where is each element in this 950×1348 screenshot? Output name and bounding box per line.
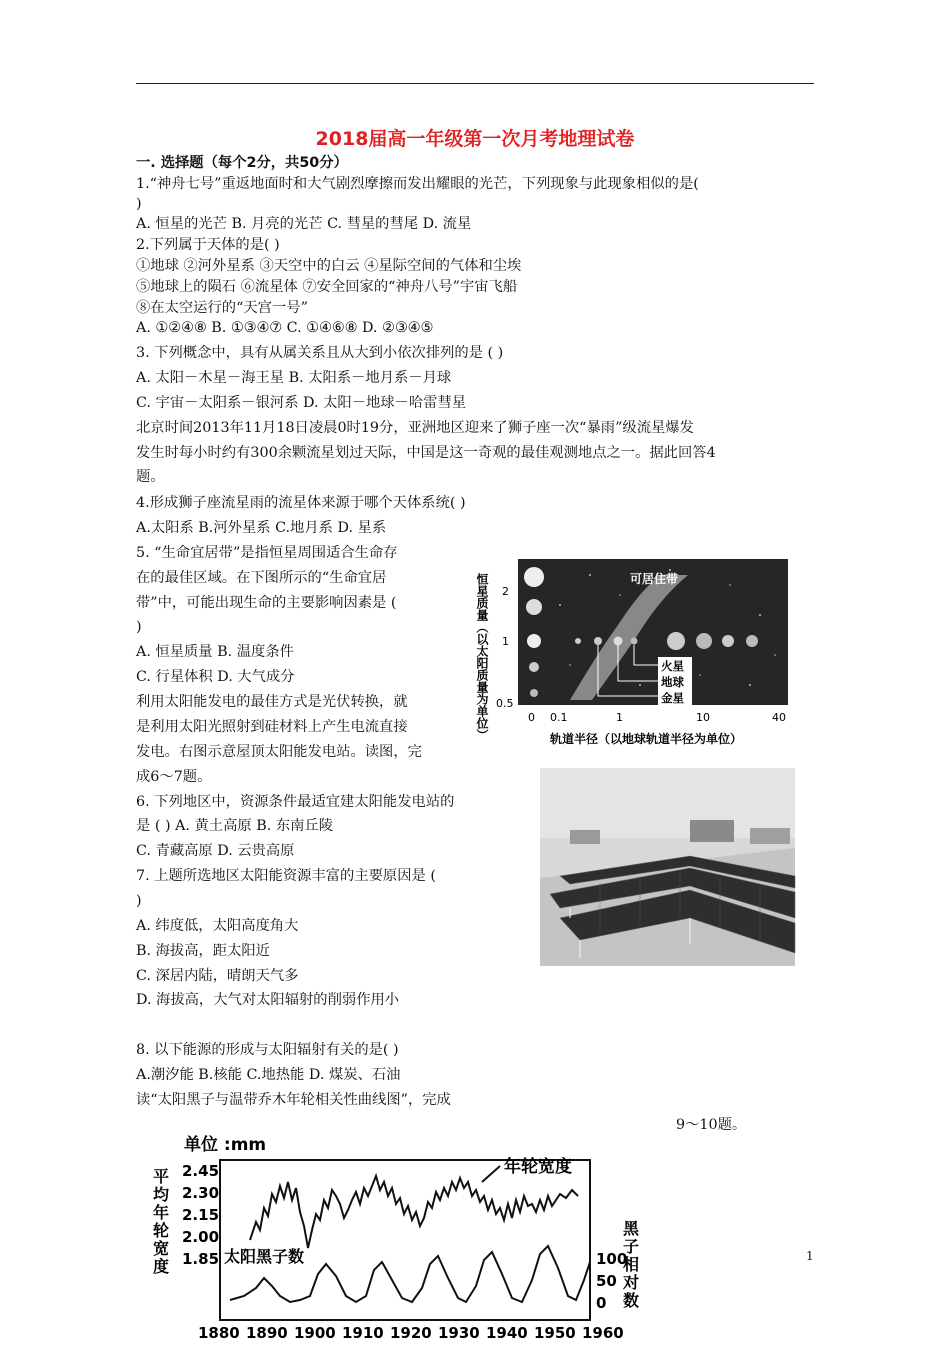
page-title: 2018届高一年级第一次月考地理试卷 [315,128,635,150]
fig1-xlabel: 轨道半径（以地球轨道半径为单位） [550,732,743,746]
fig3-xtick: 1910 [342,1324,384,1342]
header-rule [136,83,814,84]
q5-options-2: C. 行星体积 D. 大气成分 [136,669,295,685]
q5-stem-1: 5. “生命宜居带”是指恒星周围适合生命存 [136,545,398,561]
tree-ring-curve [250,1176,578,1248]
fig3-y2tick: 100 [596,1250,628,1268]
fig1-band-label: 可居住带 [630,572,679,586]
q7-option-c: C. 深居内陆，晴朗天气多 [136,968,299,984]
fig3-xtick: 1890 [246,1324,288,1342]
fig3-ytick: 2.45 [182,1162,220,1180]
q3-options-1: A. 太阳－木星－海王星 B. 太阳系－地月系－月球 [136,370,452,386]
q7-option-a: A. 纬度低，太阳高度角大 [136,918,299,934]
habitable-zone-svg [470,555,800,753]
fig1-xtick: 10 [696,711,710,724]
star-2 [526,599,542,615]
fig1-label-mars: 火星 [661,659,684,673]
passage-3: 题。 [136,469,165,485]
q1-stem: 1.“神舟七号”重返地面时和大气剧烈摩擦而发出耀眼的光芒，下列现象与此现象相似的是( [136,176,699,192]
fig1-label-venus: 金星 [661,691,684,705]
q2-items-3: ⑧在太空运行的“天宫一号” [136,300,308,316]
q6-options-1: 是 ( ) A. 黄土高原 B. 东南丘陵 [136,818,334,834]
sunspot-treering-svg [150,1130,660,1344]
fig1-ytick: 1 [502,635,509,648]
q5-stem-2: 在的最佳区域。在下图所示的“生命宜居 [136,570,387,586]
fig1-label-earth: 地球 [661,675,684,689]
fig3-xtick: 1940 [486,1324,528,1342]
passage-1: 北京时间2013年11月18日凌晨0时19分，亚洲地区迎来了狮子座一次“暴雨”级流星爆发 [136,420,694,436]
fig3-xtick: 1900 [294,1324,336,1342]
star-small [530,689,538,697]
fig1-xtick: 40 [772,711,786,724]
star-large [524,567,544,587]
fig3-xtick: 1930 [438,1324,480,1342]
fig3-axis-frame [220,1160,590,1320]
q1-options: A. 恒星的光芒 B. 月亮的光芒 C. 彗星的彗尾 D. 流星 [136,216,472,232]
fig1-xtick: 1 [616,711,623,724]
q2-items-1: ①地球 ②河外星系 ③天空中的白云 ④星际空间的气体和尘埃 [136,258,522,274]
q7-stem: 7. 上题所选地区太阳能资源丰富的主要原因是 ( [136,868,436,884]
fig3-ylabel2: 黑子相对数 [620,1220,640,1310]
fig1-ytick: 2 [502,585,509,598]
section-heading: 一. 选择题（每个2分，共50分） [136,155,348,171]
fig3-ytick: 1.85 [182,1250,220,1268]
fig1-ylabel: 恒星质量（以太阳质量为单位） [475,573,489,741]
q9-intro-cont: 9～10题。 [676,1117,747,1133]
q5-stem-3: 带”中，可能出现生命的主要影响因素是 ( [136,595,397,611]
q7-option-d: D. 海拔高，大气对太阳辐射的削弱作用小 [136,992,400,1008]
q3-options-2: C. 宇宙－太阳系－银河系 D. 太阳－地球－哈雷彗星 [136,395,467,411]
q8-options: A.潮汐能 B.核能 C.地热能 D. 煤炭、石油 [136,1067,401,1083]
planet-mercury [575,638,581,644]
fig3-xtick: 1950 [534,1324,576,1342]
rooftop-solar-photo [540,768,795,966]
q4-stem: 4.形成狮子座流星雨的流星体来源于哪个天体系统( ) [136,495,466,511]
q8-stem: 8. 以下能源的形成与太阳辐射有关的是( ) [136,1042,399,1058]
fig1-xtick: 0 [528,711,535,724]
star-sun [527,634,541,648]
fig3-xtick: 1920 [390,1324,432,1342]
q6-options-2: C. 青藏高原 D. 云贵高原 [136,843,295,859]
star-4 [529,662,539,672]
passage-solar-4: 成6～7题。 [136,769,212,785]
planet-neptune [746,635,758,647]
planet-uranus [722,635,734,647]
planet-mars [631,638,638,645]
q7-option-b: B. 海拔高，距太阳近 [136,943,270,959]
fig1-ytick: 0.5 [496,697,514,710]
passage-2: 发生时每小时约有300余颗流星划过天际，中国是这一奇观的最佳观测地点之一。据此回答4 [136,445,716,461]
fig3-ylabel: 平均年轮宽度 [150,1168,170,1276]
habitable-zone-figure [470,555,800,753]
q9-intro: 读“太阳黑子与温带乔木年轮相关性曲线图”，完成 [136,1092,451,1108]
planet-venus [594,637,602,645]
fig3-ytick: 2.00 [182,1228,220,1246]
page-number: 1 [806,1249,814,1263]
q3-stem: 3. 下列概念中，具有从属关系且从大到小依次排列的是 ( ) [136,345,504,361]
fig3-xtick: 1960 [582,1324,624,1342]
fig3-ring-label: 年轮宽度 [504,1157,572,1177]
planet-earth [614,637,623,646]
passage-solar-2: 是利用太阳光照射到硅材料上产生电流直接 [136,719,408,735]
fig3-unit: 单位 :mm [184,1135,267,1155]
fig3-ytick: 2.30 [182,1184,220,1202]
fig1-xtick: 0.1 [550,711,568,724]
q5-stem-4: ) [136,619,142,635]
q6-stem: 6. 下列地区中，资源条件最适宜建太阳能发电站的 [136,794,455,810]
fig3-y2tick: 50 [596,1272,617,1290]
solar-photo-svg [540,768,795,966]
q5-options-1: A. 恒星质量 B. 温度条件 [136,644,294,660]
sunspot-treering-figure [150,1130,660,1344]
planet-saturn [696,633,712,649]
planet-jupiter [667,632,685,650]
fig3-sunspot-label: 太阳黑子数 [224,1247,305,1266]
passage-solar-3: 发电。右图示意屋顶太阳能发电站。读图，完 [136,744,422,760]
q2-items-2: ⑤地球上的陨石 ⑥流星体 ⑦安全回家的“神舟八号”宇宙飞船 [136,279,518,295]
fig3-y2tick: 0 [596,1294,607,1312]
q2-options: A. ①②④⑧ B. ①③④⑦ C. ①④⑥⑧ D. ②③④⑤ [136,320,434,336]
fig3-xtick: 1880 [198,1324,240,1342]
q2-stem: 2.下列属于天体的是( ) [136,237,280,253]
fig3-ytick: 2.15 [182,1206,220,1224]
passage-solar-1: 利用太阳能发电的最佳方式是光伏转换，就 [136,694,408,710]
q4-options: A.太阳系 B.河外星系 C.地月系 D. 星系 [136,520,387,536]
q1-stem-cont: ) [136,196,142,212]
q7-stem-cont: ) [136,893,142,909]
